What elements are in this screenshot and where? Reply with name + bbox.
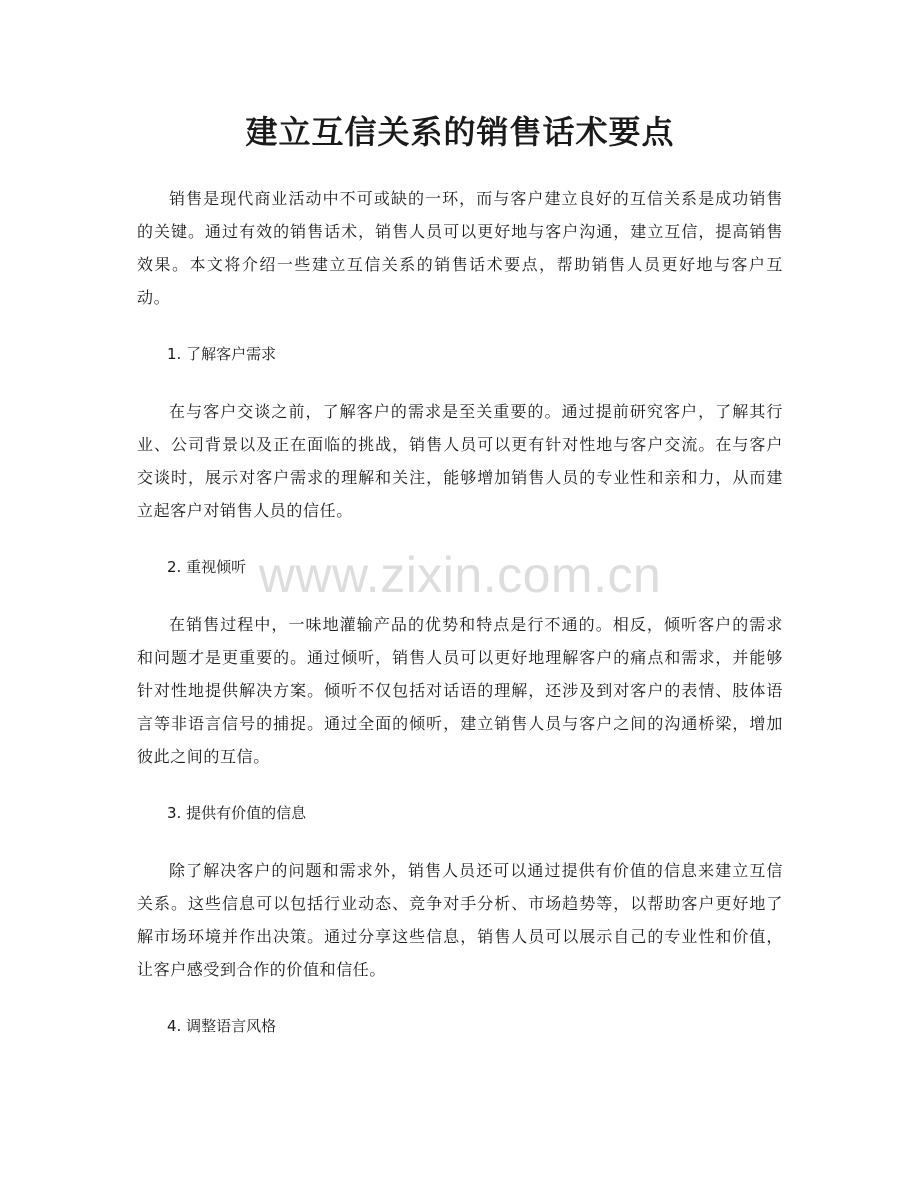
section-paragraph-1: 在与客户交谈之前，了解客户的需求是至关重要的。通过提前研究客户，了解其行业、公司背景以及正在面临的挑战，销售人员可以更有针对性地与客户交流。在与客户交谈时，展示对客户需求的理解和关注，能够增加销售人员的专业性和亲和力，从而建立起客户对销售人员的信任。 [137, 402, 783, 520]
document-body [137, 182, 783, 1067]
section-paragraph-2: 在销售过程中，一味地灌输产品的优势和特点是行不通的。相反，倾听客户的需求和问题才是更重要的。通过倾听，销售人员可以更好地理解客户的痛点和需求，并能够针对性地提供解决方案。倾听不仅包括对话语的理解，还涉及到对客户的表情、肢体语言等非语言信号的捕捉。通过全面的倾听，建立销售人员与客户之间的沟通桥梁，增加彼此之间的互信。 [137, 615, 783, 766]
section-paragraph-3: 除了解决客户的问题和需求外，销售人员还可以通过提供有价值的信息来建立互信关系。这些信息可以包括行业动态、竞争对手分析、市场趋势等，以帮助客户更好地了解市场环境并作出决策。通过分享这些信息，销售人员可以展示自己的专业性和价值，让客户感受到合作的价值和信任。 [137, 861, 783, 979]
section-heading-3: 3. 提供有价值的信息 [167, 804, 307, 822]
watermark-text: www.zixin.com.cn [258, 547, 662, 603]
section-heading-1: 1. 了解客户需求 [167, 345, 277, 363]
intro-paragraph: 销售是现代商业活动中不可或缺的一环，而与客户建立良好的互信关系是成功销售的关键。通过有效的销售话术，销售人员可以更好地与客户沟通，建立互信，提高销售效果。本文将介绍一些建立互信关系的销售话术要点，帮助销售人员更好地与客户互动。 [137, 189, 783, 307]
section-heading-2: 2. 重视倾听 [167, 558, 247, 576]
document-title: 建立互信关系的销售话术要点 [245, 113, 675, 151]
section-heading-4: 4. 调整语言风格 [167, 1017, 277, 1035]
